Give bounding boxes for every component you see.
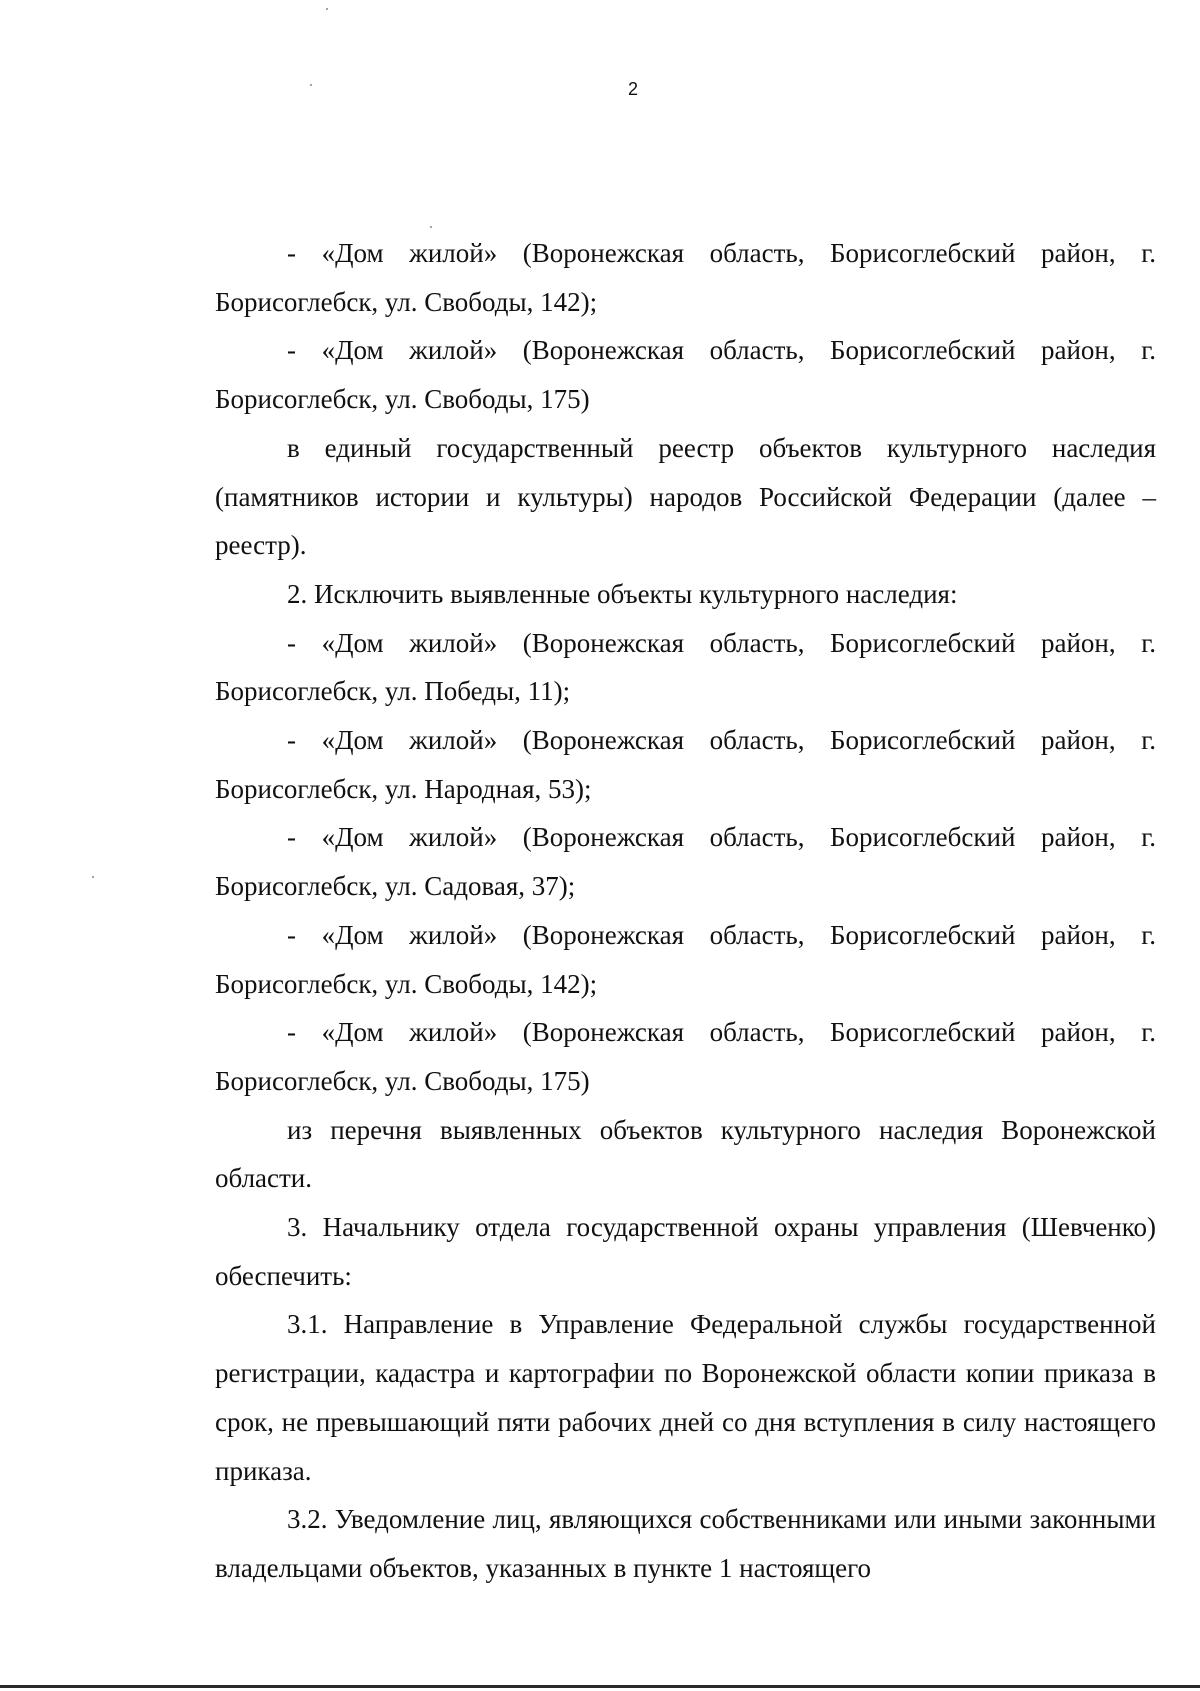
- list-item-object: - «Дом жилой» (Воронежская область, Борисоглебский район, г. Борисоглебск, ул. Свободы, 175): [215, 1017, 1156, 1096]
- item-3-2-paragraph: 3.2. Уведомление лиц, являющихся собственниками или иными законными владельцами объектов, указанных в пункте 1 настоящего: [215, 1504, 1156, 1583]
- list-exclusion-clause: из перечня выявленных объектов культурного наследия Воронежской области.: [215, 1114, 1156, 1194]
- scan-speck: [326, 8, 328, 10]
- list-item-object: - «Дом жилой» (Воронежская область, Борисоглебский район, г. Борисоглебск, ул. Свободы, 175): [215, 335, 1156, 415]
- list-item-object: - «Дом жилой» (Воронежская область, Борисоглебский район, г. Борисоглебск, ул. Свободы, 142);: [215, 919, 1156, 999]
- scan-speck: [310, 84, 312, 86]
- page-number: 2: [627, 79, 638, 99]
- scan-speck: [92, 876, 94, 878]
- list-item-object: - «Дом жилой» (Воронежская область, Борисоглебский район, г. Борисоглебск, ул. Победы, 11);: [215, 627, 1156, 707]
- list-item-object: - «Дом жилой» (Воронежская область, Борисоглебский район, г. Борисоглебск, ул. Садовая, 37);: [215, 822, 1156, 902]
- scan-speck: [430, 226, 432, 228]
- registry-inclusion-clause: в единый государственный реестр объектов культурного наследия (памятников истории и культуры) народов Российской Федерации (далее – реестр).: [215, 432, 1156, 561]
- document-body: [215, 229, 1156, 1593]
- scan-bottom-edge: [0, 1685, 1200, 1688]
- list-item-object: - «Дом жилой» (Воронежская область, Борисоглебский район, г. Борисоглебск, ул. Свободы, 142);: [215, 238, 1156, 317]
- item-3-heading: 3. Начальнику отдела государственной охраны управления (Шевченко) обеспечить:: [215, 1212, 1156, 1291]
- list-item-object: - «Дом жилой» (Воронежская область, Борисоглебский район, г. Борисоглебск, ул. Народная, 53);: [215, 725, 1156, 804]
- item-3-1-paragraph: 3.1. Направление в Управление Федеральной службы государственной регистрации, кадастра и картографии по Воронежской области копии приказа в срок, не превышающий пяти рабочих дней со дня вступления в силу настоящего приказа.: [215, 1309, 1156, 1486]
- item-2-heading: 2. Исключить выявленные объекты культурного наследия:: [287, 578, 958, 609]
